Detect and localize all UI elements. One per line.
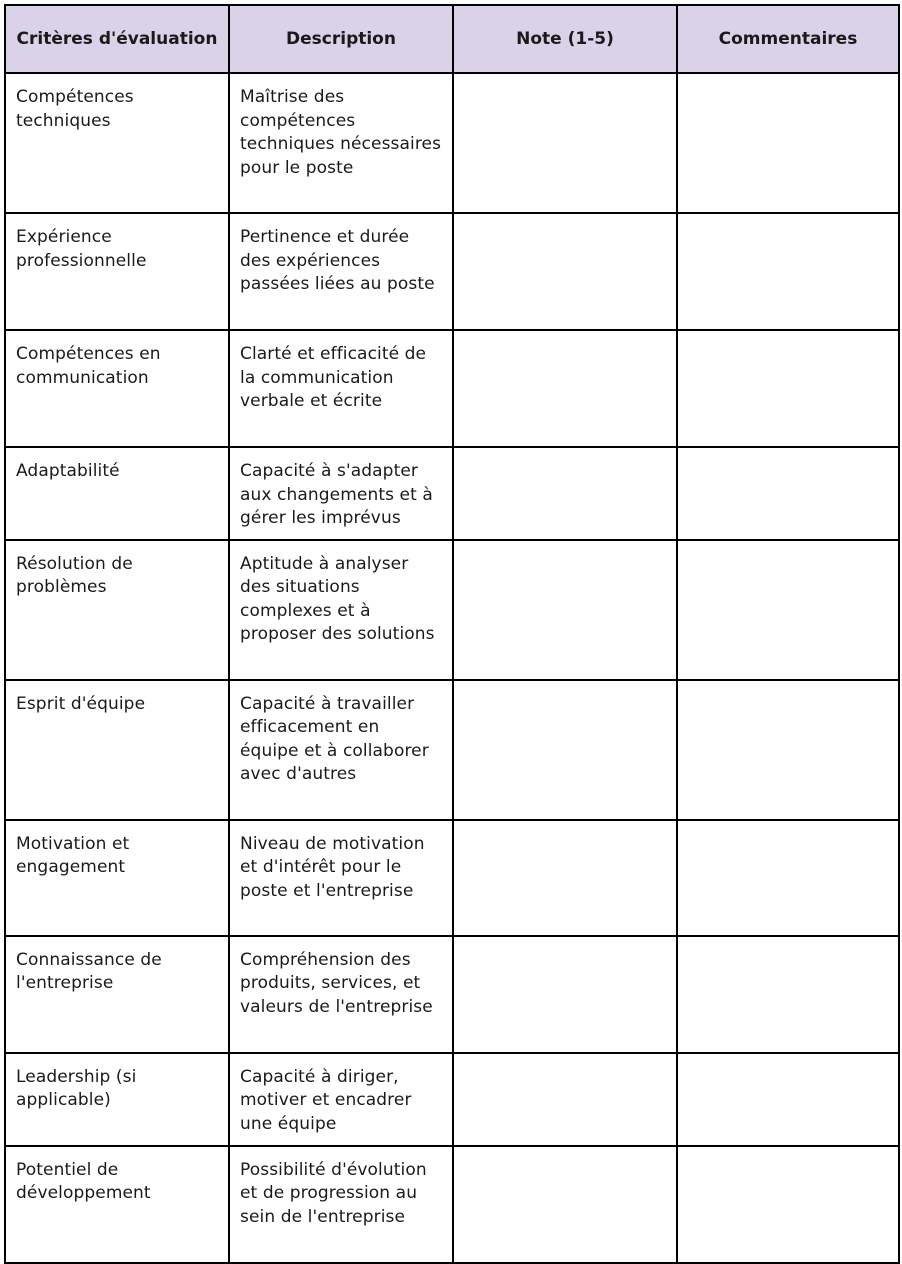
criterion-cell: Expérience professionnelle bbox=[5, 213, 229, 330]
table-row bbox=[5, 1053, 899, 1146]
table-row bbox=[5, 213, 899, 330]
table-row bbox=[5, 540, 899, 680]
criterion-cell: Connaissance de l'entreprise bbox=[5, 936, 229, 1053]
description-cell: Capacité à travailler efficacement en équipe et à collaborer avec d'autres bbox=[229, 680, 453, 820]
description-cell: Capacité à diriger, motiver et encadrer une équipe bbox=[229, 1053, 453, 1146]
criterion-cell: Résolution de problèmes bbox=[5, 540, 229, 680]
note-cell[interactable] bbox=[453, 936, 677, 1053]
criterion-cell: Adaptabilité bbox=[5, 447, 229, 540]
evaluation-table bbox=[4, 4, 900, 1264]
criterion-cell: Motivation et engagement bbox=[5, 820, 229, 936]
criterion-cell: Leadership (si applicable) bbox=[5, 1053, 229, 1146]
note-cell[interactable] bbox=[453, 680, 677, 820]
description-cell: Maîtrise des compétences techniques nécessaires pour le poste bbox=[229, 73, 453, 213]
note-cell[interactable] bbox=[453, 73, 677, 213]
criterion-cell: Esprit d'équipe bbox=[5, 680, 229, 820]
comment-cell[interactable] bbox=[677, 1146, 899, 1263]
table-row bbox=[5, 1146, 899, 1263]
comment-cell[interactable] bbox=[677, 820, 899, 936]
criterion-cell: Compétences techniques bbox=[5, 73, 229, 213]
note-cell[interactable] bbox=[453, 213, 677, 330]
comment-cell[interactable] bbox=[677, 540, 899, 680]
description-cell: Clarté et efficacité de la communication verbale et écrite bbox=[229, 330, 453, 447]
comment-cell[interactable] bbox=[677, 680, 899, 820]
note-cell[interactable] bbox=[453, 330, 677, 447]
table-row bbox=[5, 447, 899, 540]
comment-cell[interactable] bbox=[677, 1053, 899, 1146]
header-description: Description bbox=[229, 5, 453, 73]
description-cell: Niveau de motivation et d'intérêt pour le poste et l'entreprise bbox=[229, 820, 453, 936]
description-cell: Compréhension des produits, services, et valeurs de l'entreprise bbox=[229, 936, 453, 1053]
table-row bbox=[5, 73, 899, 213]
header-row bbox=[5, 5, 899, 73]
description-cell: Aptitude à analyser des situations complexes et à proposer des solutions bbox=[229, 540, 453, 680]
comment-cell[interactable] bbox=[677, 73, 899, 213]
comment-cell[interactable] bbox=[677, 213, 899, 330]
table-row bbox=[5, 330, 899, 447]
note-cell[interactable] bbox=[453, 1053, 677, 1146]
table-row bbox=[5, 936, 899, 1053]
comment-cell[interactable] bbox=[677, 936, 899, 1053]
description-cell: Pertinence et durée des expériences passées liées au poste bbox=[229, 213, 453, 330]
description-cell: Possibilité d'évolution et de progression au sein de l'entreprise bbox=[229, 1146, 453, 1263]
note-cell[interactable] bbox=[453, 447, 677, 540]
criterion-cell: Potentiel de développement bbox=[5, 1146, 229, 1263]
criterion-cell: Compétences en communication bbox=[5, 330, 229, 447]
comment-cell[interactable] bbox=[677, 330, 899, 447]
header-note: Note (1-5) bbox=[453, 5, 677, 73]
description-cell: Capacité à s'adapter aux changements et à gérer les imprévus bbox=[229, 447, 453, 540]
header-comments: Commentaires bbox=[677, 5, 899, 73]
note-cell[interactable] bbox=[453, 820, 677, 936]
note-cell[interactable] bbox=[453, 540, 677, 680]
comment-cell[interactable] bbox=[677, 447, 899, 540]
table-row bbox=[5, 820, 899, 936]
header-criteria: Critères d'évaluation bbox=[5, 5, 229, 73]
table-row bbox=[5, 680, 899, 820]
note-cell[interactable] bbox=[453, 1146, 677, 1263]
evaluation-table-container bbox=[4, 4, 900, 1264]
